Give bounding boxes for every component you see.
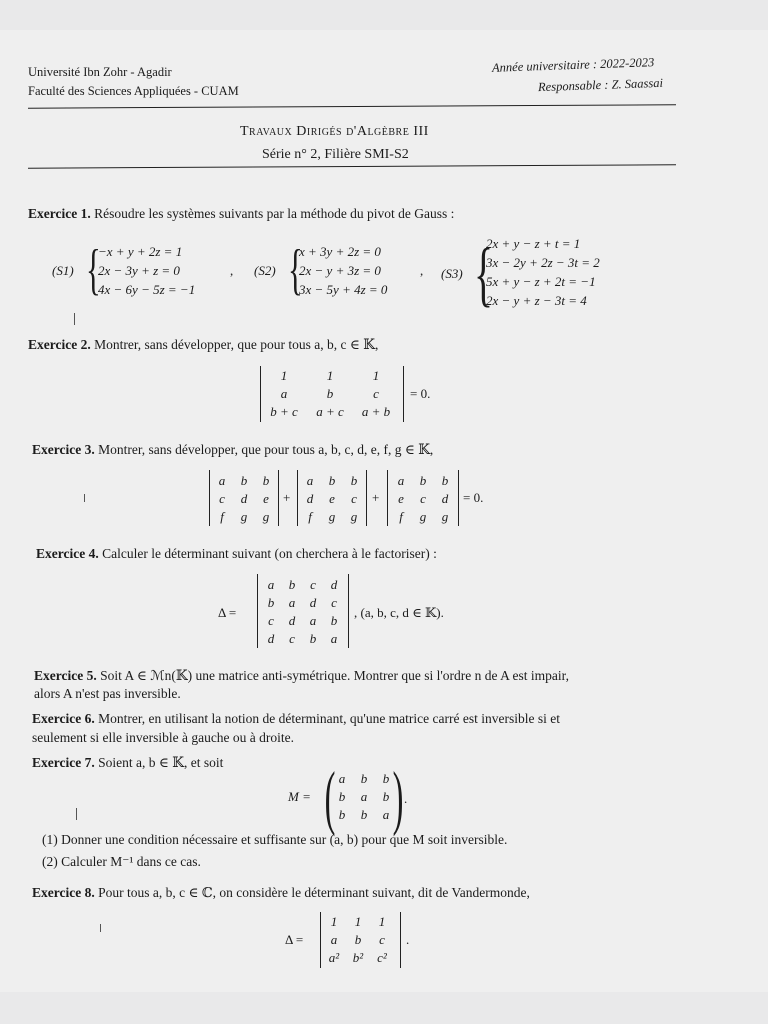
m-cell: a xyxy=(218,473,226,488)
m-cell: b xyxy=(382,789,390,804)
s1-eq1: −x + y + 2z = 1 xyxy=(98,244,183,259)
ex1-label: Exercice 1. xyxy=(28,206,91,221)
m-cell: f xyxy=(220,509,224,524)
s-sep2: , xyxy=(420,263,424,278)
m-cell: a xyxy=(280,386,288,401)
m-cell: f xyxy=(399,509,403,524)
ex3-plus-2: + xyxy=(372,490,380,505)
ex2-text: Montrer, sans développer, que pour tous a, b, c ∈ 𝕂, xyxy=(94,337,379,352)
ex4-condition: , (a, b, c, d ∈ 𝕂). xyxy=(354,605,444,620)
m-cell: a + c xyxy=(316,404,344,419)
m-cell: e xyxy=(263,491,269,506)
s1-eq3: 4x − 6y − 5z = −1 xyxy=(98,282,196,297)
ex8-det-left xyxy=(320,912,321,968)
m-cell: b xyxy=(382,771,390,786)
m-cell: c xyxy=(310,577,316,592)
m-cell: b xyxy=(419,473,427,488)
s3-brace: { xyxy=(474,234,494,314)
s3-eq2: 3x − 2y + 2z − 3t = 2 xyxy=(486,255,600,270)
m-cell: b xyxy=(360,771,368,786)
ex3-rhs: = 0. xyxy=(463,490,484,505)
m-cell: a xyxy=(309,613,317,628)
m-cell: b xyxy=(267,595,275,610)
s-sep1: , xyxy=(230,263,234,278)
m-cell: a xyxy=(382,807,390,822)
pencil-mark xyxy=(74,313,75,325)
m-cell: b xyxy=(262,473,270,488)
m-cell: b xyxy=(338,807,346,822)
ex3-label: Exercice 3. xyxy=(32,442,95,457)
ex2-det-left-bar xyxy=(260,366,261,422)
page-subtitle: Série n° 2, Filière SMI-S2 xyxy=(262,147,409,162)
m-cell: b xyxy=(326,386,334,401)
ex7-matrix-name: M = xyxy=(288,789,311,804)
m-cell: g xyxy=(328,509,336,524)
ex4-det-left xyxy=(257,574,258,648)
ex1-text: Résoudre les systèmes suivants par la méthode du pivot de Gauss : xyxy=(94,206,455,221)
m-cell: d xyxy=(240,491,248,506)
m-cell: a xyxy=(288,595,296,610)
m-cell: a + b xyxy=(361,404,391,419)
ex3-det1-right xyxy=(278,470,279,526)
m-cell: 1 xyxy=(326,368,334,383)
ex3-plus-1: + xyxy=(283,490,291,505)
m-cell: c² xyxy=(377,950,387,965)
m-cell: d xyxy=(267,631,275,646)
m-cell: 1 xyxy=(372,368,380,383)
ex2-statement xyxy=(28,337,378,353)
ex8-statement xyxy=(32,885,530,901)
ex8-det-right xyxy=(400,912,401,968)
ex7-left-paren: ( xyxy=(324,757,336,837)
m-cell: c xyxy=(219,491,225,506)
m-cell: d xyxy=(309,595,317,610)
ex8-dot: . xyxy=(406,932,410,947)
s3-eq3: 5x + y − z + 2t = −1 xyxy=(486,274,596,289)
m-cell: g xyxy=(240,509,248,524)
m-cell: 1 xyxy=(378,914,386,929)
s1-eq2: 2x − 3y + z = 0 xyxy=(98,263,180,278)
ex5-line1: Soit A ∈ ℳn(𝕂) une matrice anti-symétrique. Montrer que si l'ordre n de A est impair, xyxy=(100,668,569,683)
m-cell: a xyxy=(330,631,338,646)
ex6-line2: seulement si elle inversible à gauche ou à droite. xyxy=(32,730,295,745)
m-cell: b + c xyxy=(270,404,298,419)
ex7-text: Soient a, b ∈ 𝕂, et soit xyxy=(98,755,224,770)
ex2-det-right-bar xyxy=(403,366,404,422)
m-cell: b xyxy=(350,473,358,488)
ex7-statement xyxy=(32,755,223,771)
ex3-det3-right xyxy=(458,470,459,526)
ex3-det2-left xyxy=(297,470,298,526)
m-cell: b xyxy=(240,473,248,488)
ex8-label: Exercice 8. xyxy=(32,885,95,900)
m-cell: b xyxy=(360,807,368,822)
m-cell: g xyxy=(350,509,358,524)
m-cell: a² xyxy=(328,950,340,965)
s2-name: (S2) xyxy=(254,263,276,278)
ex3-det3-left xyxy=(387,470,388,526)
ex4-text: Calculer le déterminant suivant (on cherchera à le factoriser) : xyxy=(102,546,437,561)
m-cell: a xyxy=(306,473,314,488)
m-cell: e xyxy=(329,491,335,506)
m-cell: d xyxy=(441,491,449,506)
m-cell: e xyxy=(398,491,404,506)
academic-year: Année universitaire : 2022-2023 xyxy=(491,55,655,75)
m-cell: b xyxy=(354,932,362,947)
ex2-label: Exercice 2. xyxy=(28,337,91,352)
ex3-text: Montrer, sans développer, que pour tous a, b, c, d, e, f, g ∈ 𝕂, xyxy=(98,442,434,457)
m-cell: b xyxy=(338,789,346,804)
m-cell: c xyxy=(289,631,295,646)
m-cell: b xyxy=(330,613,338,628)
s2-eq2: 2x − y + 3z = 0 xyxy=(299,263,381,278)
ex5-label: Exercice 5. xyxy=(34,668,97,683)
s1-name: (S1) xyxy=(52,263,74,278)
m-cell: 1 xyxy=(330,914,338,929)
responsible: Responsable : Z. Saassai xyxy=(537,75,664,95)
ex4-statement xyxy=(36,546,437,562)
m-cell: 1 xyxy=(280,368,288,383)
faculty-name: Faculté des Sciences Appliquées - CUAM xyxy=(28,84,239,98)
s3-eq4: 2x − y + z − 3t = 4 xyxy=(486,293,587,308)
m-cell: c xyxy=(373,386,379,401)
ex7-right-paren: ) xyxy=(392,757,404,837)
m-cell: d xyxy=(288,613,296,628)
ex6-line1: Montrer, en utilisant la notion de déterminant, qu'une matrice carré est inversible si et xyxy=(98,711,560,726)
m-cell: a xyxy=(267,577,275,592)
m-cell: a xyxy=(330,932,338,947)
ex4-det-right xyxy=(348,574,349,648)
m-cell: a xyxy=(360,789,368,804)
s1-brace: { xyxy=(86,239,101,301)
ex8-text: Pour tous a, b, c ∈ ℂ, on considère le déterminant suivant, dit de Vandermonde, xyxy=(98,885,530,900)
m-cell: c xyxy=(379,932,385,947)
m-cell: a xyxy=(338,771,346,786)
m-cell: b² xyxy=(352,950,364,965)
m-cell: c xyxy=(268,613,274,628)
m-cell: c xyxy=(351,491,357,506)
s2-brace: { xyxy=(288,239,303,301)
s3-eq1: 2x + y − z + t = 1 xyxy=(486,236,581,251)
s2-eq1: x + 3y + 2z = 0 xyxy=(299,244,381,259)
ex8-delta: Δ = xyxy=(285,932,304,947)
ex7-question-2: (2) Calculer M⁻¹ dans ce cas. xyxy=(42,854,201,869)
m-cell: d xyxy=(306,491,314,506)
ex7-label: Exercice 7. xyxy=(32,755,95,770)
pencil-mark xyxy=(76,808,77,820)
m-cell: c xyxy=(331,595,337,610)
ex6-label: Exercice 6. xyxy=(32,711,95,726)
ex3-det1-left xyxy=(209,470,210,526)
m-cell: f xyxy=(308,509,312,524)
m-cell: c xyxy=(420,491,426,506)
m-cell: b xyxy=(309,631,317,646)
m-cell: g xyxy=(441,509,449,524)
ex3-statement xyxy=(32,442,433,458)
ex5-line2: alors A n'est pas inversible. xyxy=(34,686,181,701)
university-name: Université Ibn Zohr - Agadir xyxy=(28,65,172,79)
m-cell: b xyxy=(441,473,449,488)
pencil-mark xyxy=(84,494,85,502)
ex5-statement xyxy=(34,668,569,684)
s2-eq3: 3x − 5y + 4z = 0 xyxy=(299,282,388,297)
s3-name: (S3) xyxy=(441,266,463,281)
ex3-det2-right xyxy=(366,470,367,526)
m-cell: d xyxy=(330,577,338,592)
m-cell: g xyxy=(262,509,270,524)
ex6-statement xyxy=(32,711,560,727)
ex2-rhs: = 0. xyxy=(410,386,431,401)
pencil-mark xyxy=(100,924,101,932)
ex1-statement xyxy=(28,206,454,222)
m-cell: g xyxy=(419,509,427,524)
m-cell: b xyxy=(328,473,336,488)
m-cell: b xyxy=(288,577,296,592)
page-title: Travaux Dirigés d'Algèbre III xyxy=(240,124,429,139)
ex7-question-1: (1) Donner une condition nécessaire et suffisante sur (a, b) pour que M soit inversible. xyxy=(42,832,508,847)
ex7-dot: . xyxy=(404,791,408,806)
m-cell: 1 xyxy=(354,914,362,929)
m-cell: a xyxy=(397,473,405,488)
ex4-delta: Δ = xyxy=(218,605,237,620)
ex4-label: Exercice 4. xyxy=(36,546,99,561)
